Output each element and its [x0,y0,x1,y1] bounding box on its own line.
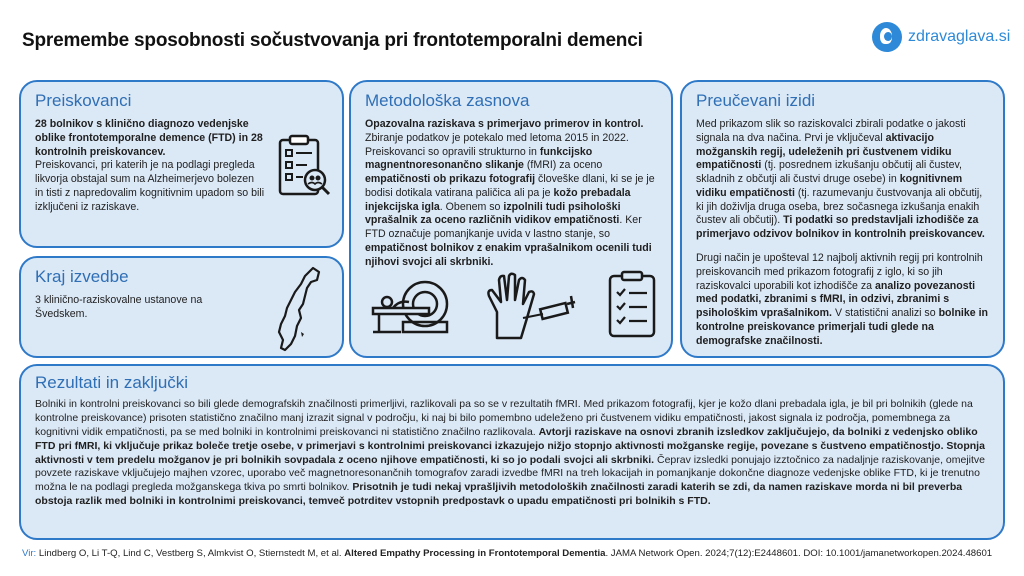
card-text [696,252,989,348]
card-rezultati [19,364,1005,540]
text-bold: Ti podatki so predstavljali izhodišče za primerjavo odzivov bolnikov in kontrolnih preiskovancev. [696,214,985,241]
text-run: Bolniki in kontrolni preiskovanci so bili glede demografskih značilnosti primerljivi, razlikovali pa so se v rezultatih fMRI. Med prikazom fotografij, kjer je kožo dlani prebadala igla, je bil pri bolnikih (glede na kontrolne preiskovance) prisoten statistično značilno manj izrazit signal v področju, ki naj bi bilo pomembno udeleženo pri čustvenem vidiku empatičnosti, jakost signala iz področja, pomembnega za kognitivni vidik empatičnosti, pa se med bolniki in kontrolnimi preiskovanci ni statistično značilno razlikovala. [35,398,973,438]
text-run: . Obenem so [439,200,504,213]
card-kraj-izvedbe [19,256,344,358]
method-icons [371,270,661,342]
card-heading: Rezultati in zaključki [35,373,189,392]
text-run: (tj. razumevanju čustvovanja ali občutij, ki jih doživlja druga oseba, brez sočasnega izkušanja enakih čustev ali občutij). [696,186,983,227]
card-heading: Kraj izvedbe [35,267,129,286]
logo-icon [872,22,902,52]
card-metodoloska-zasnova [349,80,673,358]
text-run: Čeprav izsledki ponujajo izztočnico za nadaljnje raziskovanje, omejitve povzete raziskave vključujejo majhen vzorec, uporabo več magnetnoresonančnih tomografov zaradi izvedbe fMRI na treh lokacijah in pomanjkanje dokončne diagnoze vedenjske oblike FTD, ki je trenutno možna le na podlagi pregleda možganskega tkiva po smrti bolnikov. [35,453,985,494]
text-bold: empatičnost bolnikov z enakim vprašalnikom ocenili tudi njihovi svojci ali skrbniki. [365,241,652,268]
text-run: V statistični analizi so [832,307,939,320]
reference-title: Altered Empathy Processing in Frontotemporal Dementia [344,548,606,559]
logo[interactable] [872,22,1010,52]
text-bold: bolnike in kontrolne preiskovance primerjali tudi glede na demografske značilnosti. [696,307,989,347]
reference-authors: Lindberg O, Li T-Q, Lind C, Vestberg S, Almkvist O, Stiernstedt M, et al. [36,548,345,559]
card-text [35,118,265,214]
card-text [35,398,989,509]
text-bold: Opazovalna raziskava s primerjavo primerov in kontrol. [365,118,644,131]
text-run: Med prikazom slik so raziskovalci zbirali podatke o jakosti signala na dva načina. Prvi je vključeval [696,118,966,144]
text-run: Drugi način je upošteval 12 najbolj aktivnih regij pri kontrolnih preiskovancih med prikazom fotografij z iglo, ki so jih raziskovalci uporabili kot izhodišče za [696,251,983,292]
text-bold: analizo povezanosti med podatki, zbranimi s fMRI, in odzivi, zbranimi s psihološkim vprašalnikom. [696,279,976,320]
reference [22,548,992,559]
page-title: Spremembe sposobnosti sočustvovanja pri frontotemporalni demenci [22,30,643,51]
card-preucevani-izidi [680,80,1005,358]
logo-text: zdravaglava.si [908,28,1011,45]
card-heading: Metodološka zasnova [365,91,530,110]
hand-needle-icon [483,272,579,342]
text-bold: funkcijsko magnentnoresonančno slikanje [365,145,593,172]
card-text [696,118,989,242]
text-bold: Prisotnih je tudi nekaj vprašljivih metodoloških značilnosti zaradi katerih se zdi, da namen raziskave morda ni bil preverba obstoja razlik med bolniki in kontrolnimi preiskovanci, temveč potrditev vstopnih predpostavk o upadu empatičnosti pri bolnikih s FTD. [35,481,963,508]
sweden-map-icon [273,266,327,354]
text-run: človeške dlani, ki se je je bodisi dotikala vatirana paličica ali pa je [365,173,655,199]
text-bold: empatičnosti ob prikazu fotografij [365,173,536,186]
reference-journal: . JAMA Network Open. 2024;7(12):E2448601. DOI: 10.1001/jamanetworkopen.2024.48601 [605,548,993,559]
card-text: 3 klinično-raziskovalne ustanove na Švedskem. [35,294,203,320]
text-run: (fMRI) za oceno [523,159,603,172]
card-text [365,118,657,269]
card-preiskovanci [19,80,344,248]
card-text-body: Preiskovanci, pri katerih je na podlagi pregleda likvorja obstajal sum na Alzheimerjevo bolezen in tisti z napredovalim kognitivnim upadom so bili izključeni iz raziskave. [35,159,265,213]
text-bold: kožo prebadala injekcijska igla [365,186,631,213]
card-heading: Preučevani izidi [696,91,816,110]
text-bold: Avtorji raziskave na osnovi zbranih izsledkov zaključujejo, da bolniki z vedenjsko obliko FTD pri fMRI, ki vključuje prikaz boleče tretje osebe, v primerjavi s kontrolnimi preiskovanci izkazujejo nižjo stopnjo aktivnosti možganske regije, povezane s čustveno empatičnostjo. Stopnja aktivnosti v tem predelu možganov je pri bolnikih sovpadala z oceno njihove empatičnosti, ki so jo podali svojci ali skrbniki. [35,425,985,466]
mri-scanner-icon [371,278,457,340]
clipboard-search-icon [277,134,333,204]
text-bold: izpolnili tudi psihološki vprašalnik za oceno različnih vidikov empatičnosti [365,200,621,227]
text-run: . Ker FTD označuje pomanjkanje uvida v lastno stanje, so [365,214,642,241]
text-run: Zbiranje podatkov je potekalo med letoma 2015 in 2022. Preiskovanci so opravili strukturno in [365,131,629,158]
text-bold: aktivacijo možganskih regij, udeleženih pri čustvenem vidiku empatičnosti [696,131,952,172]
text-bold: kognitivnem vidiku empatičnosti [696,173,963,199]
reference-label: Vir: [22,548,37,559]
text-run: (tj. posrednem izkušanju občutij ali čustev, skladnih z občutji ali čustvi druge osebe) in [696,159,962,186]
checklist-icon [607,270,659,340]
card-heading: Preiskovanci [35,91,132,110]
bold-intro: 28 bolnikov s klinično diagnozo vedenjske oblike frontotemporalne demence (FTD) in 28 kontrolnih preiskovancev. [35,118,263,158]
